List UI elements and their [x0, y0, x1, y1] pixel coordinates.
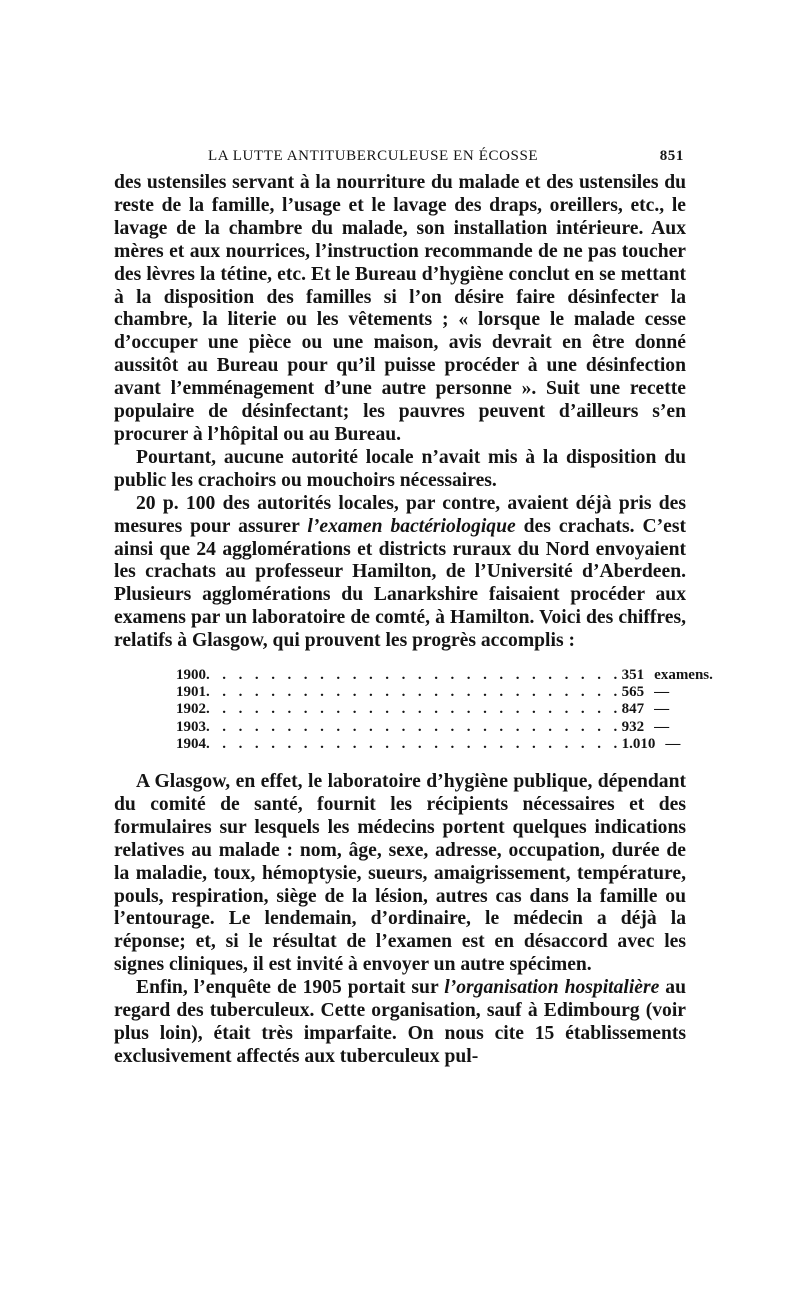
- table-row: [176, 684, 670, 701]
- leader-dots: . . . . . . . . . . . . . . . . . . . . . . . . . .: [206, 735, 622, 752]
- paragraph-5-text-b: au regard des tuberculeux. Cette organisation, sauf à Edimbourg (voir plus loin), était très imparfaite. On nous cite 15 établissements exclusivement affectés aux tuberculeux pul-: [114, 977, 686, 1067]
- year-cell: 1900: [176, 667, 206, 684]
- year-cell: 1904: [176, 735, 206, 752]
- leader-dots: . . . . . . . . . . . . . . . . . . . . . . . . . .: [206, 667, 622, 684]
- count-cell: 1.010: [621, 735, 656, 752]
- table-row: [176, 701, 670, 718]
- paragraph-5: [114, 977, 686, 1069]
- book-page: [114, 142, 713, 1069]
- unit-cell: —: [654, 701, 670, 718]
- paragraph-4: A Glasgow, en effet, le laboratoire d’hygiène publique, dépendant du comité de santé, fournit les récipients nécessaires et des formulaires sur lesquels les médecins portent quelques indications relatives au malade : nom, âge, sexe, adresse, occupation, durée de la maladie, toux, hémoptysie, sueurs, amaigrissement, température, pouls, respiration, siège de la lésion, autres cas dans la famille ou l’entourage. Le lendemain, d’ordinaire, le médecin a déjà la réponse; et, si le résultat de l’examen est en désaccord avec les signes cliniques, il est invité à envoyer un autre spécimen.: [114, 771, 686, 976]
- examinations-table: [176, 667, 713, 753]
- running-header: [114, 142, 686, 172]
- unit-cell: —: [654, 718, 670, 735]
- table-row: [176, 667, 713, 684]
- leader-dots: . . . . . . . . . . . . . . . . . . . . . . . . . .: [206, 684, 622, 701]
- paragraph-3-emphasis: l’examen bactériologique: [307, 515, 516, 537]
- paragraph-5-emphasis: l’organisation hospitalière: [444, 977, 660, 999]
- year-cell: 1903: [176, 718, 206, 735]
- running-title: LA LUTTE ANTITUBERCULEUSE EN ÉCOSSE: [208, 148, 539, 164]
- unit-cell: —: [654, 684, 670, 701]
- unit-cell: —: [665, 735, 681, 752]
- unit-cell: examens.: [654, 667, 713, 684]
- page-number: 851: [659, 148, 684, 164]
- year-cell: 1902: [176, 701, 206, 718]
- count-cell: 847: [621, 701, 645, 718]
- paragraph-3: [114, 493, 686, 653]
- leader-dots: . . . . . . . . . . . . . . . . . . . . . . . . . .: [206, 718, 622, 735]
- count-cell: 565: [621, 684, 645, 701]
- paragraph-3-text-b: des crachats. C’est ainsi que 24 agglomérations et districts ruraux du Nord envoyaient les crachats au professeur Hamilton, de l’Université d’Aberdeen. Plusieurs agglomérations du Lanarkshire faisaient procéder aux examens par un laboratoire de comté, à Hamilton. Voici des chiffres, relatifs à Glasgow, qui prouvent les progrès accomplis :: [114, 515, 686, 652]
- body-text: [114, 172, 713, 1069]
- paragraph-5-text-a: Enfin, l’enquête de 1905 portait sur: [136, 977, 445, 999]
- count-cell: 351: [621, 667, 645, 684]
- table-row: [176, 735, 681, 753]
- year-cell: 1901: [176, 684, 206, 701]
- count-cell: 932: [621, 718, 645, 735]
- leader-dots: . . . . . . . . . . . . . . . . . . . . . . . . . .: [206, 701, 622, 718]
- paragraph-3-text-a: 20 p. 100 des autorités locales, par contre, avaient déjà pris des mesures pour assurer: [114, 492, 686, 537]
- paragraph-1: des ustensiles servant à la nourriture du malade et des ustensiles du reste de la famille, l’usage et le lavage des draps, oreillers, etc., le lavage de la chambre du malade, son installation intérieure. Aux mères et aux nourrices, l’instruction recommande de ne pas toucher des lèvres la tétine, etc. Et le Bureau d’hygiène conclut en se mettant à la disposition des familles si l’on désire faire désinfecter la chambre, la literie ou les vêtements ; « lorsque le malade cesse d’occuper une pièce ou une maison, avis devrait en être donné aussitôt au Bureau pour qu’il puisse procéder à une désinfection avant l’emménagement d’une autre personne ». Suit une recette populaire de désinfectant; les pauvres peuvent d’ailleurs s’en procurer à l’hôpital ou au Bureau.: [114, 172, 686, 445]
- table-row: [176, 718, 670, 736]
- paragraph-2: Pourtant, aucune autorité locale n’avait mis à la disposition du public les crachoirs ou mouchoirs nécessaires.: [114, 446, 686, 491]
